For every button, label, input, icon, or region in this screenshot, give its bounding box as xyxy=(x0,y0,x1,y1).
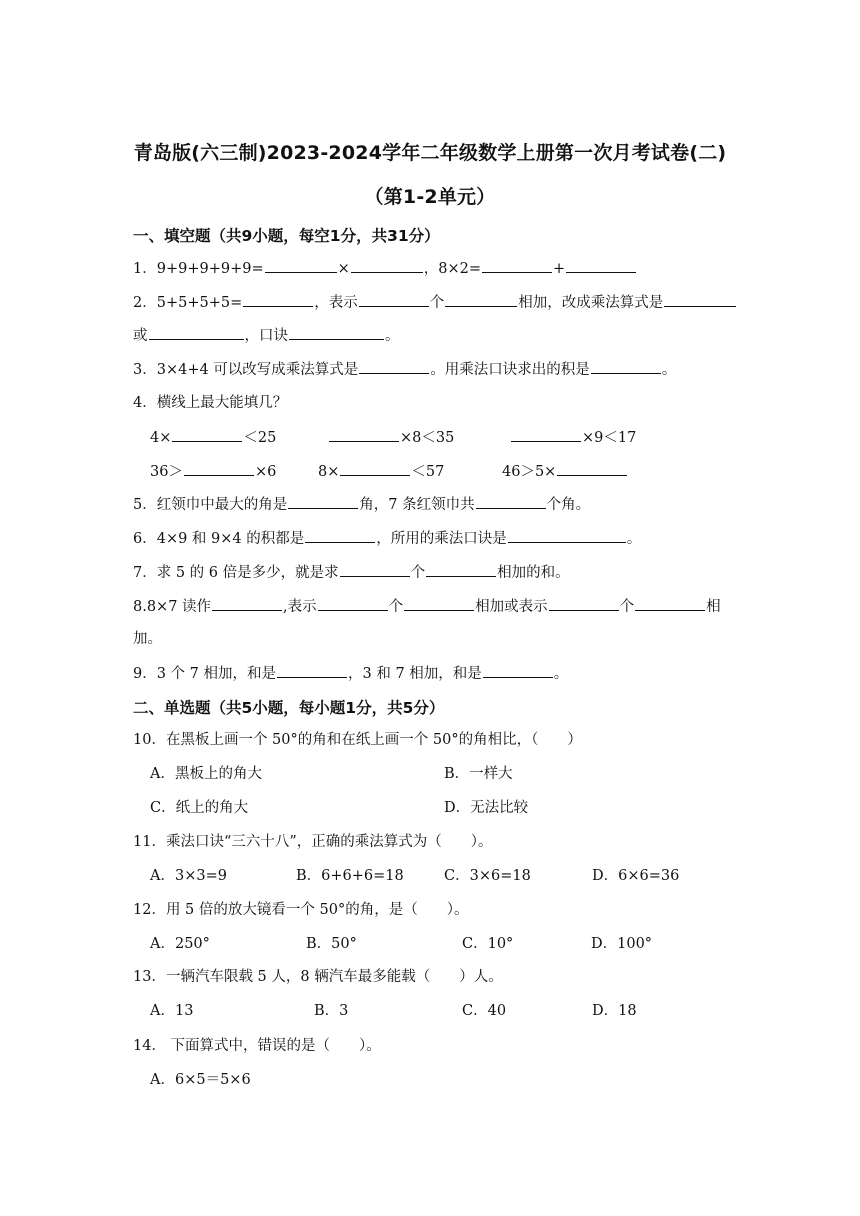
answer-blank[interactable] xyxy=(351,257,423,273)
page-subtitle: （第1-2单元） xyxy=(364,186,496,208)
q8-text-e: 个 xyxy=(619,599,635,615)
q4-item-1 xyxy=(150,426,276,449)
answer-blank[interactable] xyxy=(288,493,358,509)
question-8 xyxy=(133,595,733,618)
q4-text: 36＞ xyxy=(150,464,183,480)
section-heading-fill-blank: 一、填空题（共9小题，每空1分，共31分） xyxy=(133,227,440,245)
q6-text-b: ，所用的乘法口诀是 xyxy=(376,531,507,547)
q11-option-c[interactable]: C．3×6=18 xyxy=(444,868,531,884)
answer-blank[interactable] xyxy=(483,662,553,678)
q4-text: 46＞5× xyxy=(502,464,557,480)
answer-blank[interactable] xyxy=(476,493,546,509)
answer-blank[interactable] xyxy=(635,595,705,611)
section-heading-single-choice: 二、单选题（共5小题，每小题1分，共5分） xyxy=(133,699,445,717)
q10-option-d[interactable]: D．无法比较 xyxy=(444,800,529,816)
answer-blank[interactable] xyxy=(591,358,661,374)
q11-option-b[interactable]: B．6+6+6=18 xyxy=(296,868,404,884)
q4-item-2 xyxy=(328,426,454,449)
answer-blank[interactable] xyxy=(265,257,337,273)
answer-blank[interactable] xyxy=(482,257,552,273)
q4-item-4 xyxy=(150,460,276,483)
question-7 xyxy=(133,561,733,584)
question-2-continued xyxy=(133,324,733,347)
q1-text-c: ，8×2= xyxy=(423,261,482,277)
q13-option-a[interactable]: A．13 xyxy=(150,1003,194,1019)
answer-blank[interactable] xyxy=(305,527,375,543)
answer-blank[interactable] xyxy=(184,460,254,476)
q2-text-a: 2．5+5+5+5= xyxy=(133,295,243,311)
q7-text-b: 个 xyxy=(410,565,426,581)
q10-option-b[interactable]: B．一样大 xyxy=(444,766,513,782)
q2-text-e: 或 xyxy=(133,328,148,344)
q3-text-c: 。 xyxy=(661,362,677,378)
q5-text-b: 角，7 条红领巾共 xyxy=(359,497,475,513)
answer-blank[interactable] xyxy=(511,426,581,442)
q13-option-d[interactable]: D．18 xyxy=(592,1003,637,1019)
q4-item-5 xyxy=(318,460,444,483)
answer-blank[interactable] xyxy=(664,291,736,307)
answer-blank[interactable] xyxy=(566,257,636,273)
answer-blank[interactable] xyxy=(340,460,410,476)
question-10: 10．在黑板上画一个 50°的角和在纸上画一个 50°的角相比，（ ） xyxy=(133,732,582,748)
question-2 xyxy=(133,291,733,314)
question-14: 14． 下面算式中，错误的是（ ）。 xyxy=(133,1038,381,1054)
q11-option-d[interactable]: D．6×6=36 xyxy=(592,868,680,884)
answer-blank[interactable] xyxy=(426,561,496,577)
q7-text-a: 7．求 5 的 6 倍是多少，就是求 xyxy=(133,565,339,581)
q7-text-c: 相加的和。 xyxy=(497,565,570,581)
q2-text-b: ，表示 xyxy=(314,295,358,311)
q13-option-c[interactable]: C．40 xyxy=(462,1003,507,1019)
q4-text: ＜25 xyxy=(243,430,277,446)
q8-text-a: 8.8×7 读作 xyxy=(133,599,212,615)
answer-blank[interactable] xyxy=(172,426,242,442)
q4-text: ＜57 xyxy=(411,464,445,480)
q4-item-3 xyxy=(510,426,636,449)
question-13: 13．一辆汽车限载 5 人，8 辆汽车最多能载（ ）人。 xyxy=(133,969,503,985)
q9-text-b: ，3 和 7 相加，和是 xyxy=(348,666,482,682)
q2-text-f: ，口诀 xyxy=(244,328,288,344)
q1-text-d: + xyxy=(553,261,566,277)
q4-text: ×6 xyxy=(254,464,277,480)
answer-blank[interactable] xyxy=(445,291,517,307)
question-6 xyxy=(133,527,733,550)
answer-blank[interactable] xyxy=(340,561,410,577)
answer-blank[interactable] xyxy=(243,291,313,307)
q4-text: 4× xyxy=(150,430,172,446)
answer-blank[interactable] xyxy=(289,324,384,340)
question-12: 12．用 5 倍的放大镜看一个 50°的角，是（ ）。 xyxy=(133,902,469,918)
question-11: 11．乘法口诀“三六十八”，正确的乘法算式为（ ）。 xyxy=(133,834,493,850)
q14-option-a[interactable]: A．6×5＝5×6 xyxy=(150,1072,251,1088)
answer-blank[interactable] xyxy=(508,527,626,543)
q5-text-c: 个角。 xyxy=(546,497,591,513)
q9-text-a: 9．3 个 7 相加，和是 xyxy=(133,666,277,682)
q2-text-c: 个 xyxy=(429,295,445,311)
answer-blank[interactable] xyxy=(549,595,619,611)
q2-text-g: 。 xyxy=(385,328,400,344)
q12-option-d[interactable]: D．100° xyxy=(591,936,653,952)
question-1 xyxy=(133,257,733,280)
answer-blank[interactable] xyxy=(318,595,388,611)
q10-option-a[interactable]: A．黑板上的角大 xyxy=(150,766,262,782)
question-5 xyxy=(133,493,733,516)
q4-text: 8× xyxy=(318,464,340,480)
q9-text-c: 。 xyxy=(553,666,569,682)
q4-text: ×8＜35 xyxy=(400,430,455,446)
q8-text-c: 个 xyxy=(388,599,404,615)
q3-text-b: 。用乘法口诀求出的积是 xyxy=(430,362,590,378)
q6-text-c: 。 xyxy=(626,531,642,547)
q11-option-a[interactable]: A．3×3=9 xyxy=(150,868,227,884)
q6-text-a: 6．4×9 和 9×4 的积都是 xyxy=(133,531,305,547)
q12-option-a[interactable]: A．250° xyxy=(150,936,210,952)
q8-text-d: 相加或表示 xyxy=(475,599,548,615)
answer-blank[interactable] xyxy=(557,460,627,476)
question-8-continued: 加。 xyxy=(133,631,162,647)
q12-option-b[interactable]: B．50° xyxy=(306,936,357,952)
q13-option-b[interactable]: B．3 xyxy=(314,1003,349,1019)
q4-item-6 xyxy=(502,460,628,483)
answer-blank[interactable] xyxy=(329,426,399,442)
q8-text-f: 相 xyxy=(706,599,721,615)
question-9 xyxy=(133,662,733,685)
answer-blank[interactable] xyxy=(404,595,474,611)
answer-blank[interactable] xyxy=(359,358,429,374)
q2-text-d: 相加，改成乘法算式是 xyxy=(518,295,664,311)
answer-blank[interactable] xyxy=(212,595,282,611)
q12-option-c[interactable]: C．10° xyxy=(462,936,514,952)
answer-blank[interactable] xyxy=(359,291,429,307)
question-3 xyxy=(133,358,733,381)
q4-text: ×9＜17 xyxy=(582,430,637,446)
q10-option-c[interactable]: C．纸上的角大 xyxy=(150,800,249,816)
q3-text-a: 3．3×4+4 可以改写成乘法算式是 xyxy=(133,362,359,378)
q5-text-a: 5．红领巾中最大的角是 xyxy=(133,497,288,513)
question-4: 4．横线上最大能填几？ xyxy=(133,395,288,411)
answer-blank[interactable] xyxy=(277,662,347,678)
answer-blank[interactable] xyxy=(149,324,244,340)
q1-text-b: × xyxy=(337,261,350,277)
q1-text-a: 1．9+9+9+9+9= xyxy=(133,261,264,277)
q8-text-b: ,表示 xyxy=(283,599,317,615)
page-title: 青岛版(六三制)2023-2024学年二年级数学上册第一次月考试卷(二) xyxy=(133,142,727,164)
